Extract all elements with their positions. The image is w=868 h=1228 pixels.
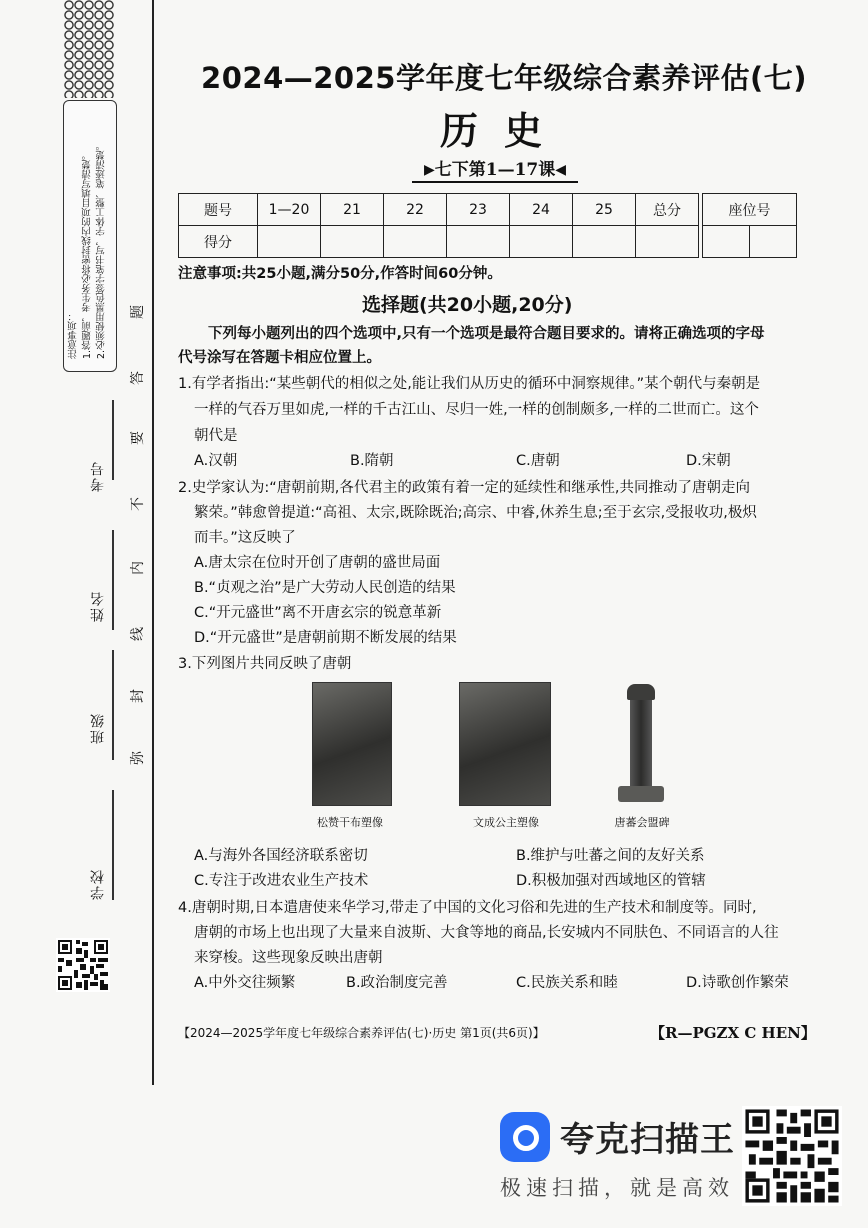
score-header-cell: 25 <box>573 194 636 226</box>
q3-option-c: C.专注于改进农业生产技术 <box>194 873 369 889</box>
q3-option-d: D.积极加强对西域地区的管辖 <box>516 873 706 889</box>
q4-stem-line2: 唐朝的市场上也出现了大量来自波斯、大食等地的商品,长安城内不同肤色、不同语言的人往 <box>194 925 779 941</box>
q2-stem-line3: 而丰。”这反映了 <box>194 530 296 546</box>
score-row-label: 得分 <box>179 226 258 258</box>
caption-songtsen-gampo: 松赞干布塑像 <box>317 816 383 829</box>
q1-stem-line2: 一样的气吞万里如虎,一样的千古江山、尽归一姓,一样的创制颇多,一样的二世而亡。这个 <box>194 402 759 418</box>
q1-stem-line1: 1.有学者指出:“某些朝代的相似之处,能让我们从历史的循环中洞察规律。”某个朝代与秦朝是 <box>178 376 761 392</box>
q1-option-c: C.唐朝 <box>516 453 560 469</box>
score-input-cell[interactable] <box>636 226 699 258</box>
score-header-cell: 1—20 <box>258 194 321 226</box>
lesson-scope-text: 七下第1—17课 <box>434 160 556 180</box>
binding-notice-line1: 1.答题前，考生务必将密封线内的项目填写清楚。 <box>82 150 93 359</box>
page-footer: 【2024—2025学年度七年级综合素养评估(七)·历史 第1页(共6页)】 <box>178 1026 545 1040</box>
q2-stem-line2: 繁荣。”韩愈曾提道:“高祖、太宗,既除既治;高宗、中睿,休养生息;至于玄宗,受报收功,极炽 <box>194 505 757 521</box>
field-class-line <box>112 650 114 760</box>
score-input-cell[interactable] <box>321 226 384 258</box>
q1-option-a: A.汉朝 <box>194 453 238 469</box>
q1-stem-line3: 朝代是 <box>194 428 238 444</box>
field-school-label: 学校 <box>90 868 106 900</box>
triangle-right-icon: ▶ <box>423 162 435 178</box>
scanner-app-logo-icon <box>500 1112 550 1162</box>
score-input-cell[interactable] <box>384 226 447 258</box>
q2-option-a: A.唐太宗在位时开创了唐朝的盛世局面 <box>194 555 441 571</box>
paper-code: 【R—PGZX C HEN】 <box>650 1024 816 1042</box>
q1-option-d: D.宋朝 <box>686 453 731 469</box>
seat-label: 座位号 <box>703 194 797 226</box>
section-instruction-line2: 代号涂写在答题卡相应位置上。 <box>178 350 381 366</box>
songtsen-gampo-statue-image <box>312 682 392 806</box>
score-header-cell: 题号 <box>179 194 258 226</box>
field-school-line <box>112 790 114 900</box>
score-header-cell: 23 <box>447 194 510 226</box>
score-header-cell: 22 <box>384 194 447 226</box>
q4-option-c: C.民族关系和睦 <box>516 975 618 991</box>
score-header-cell: 总分 <box>636 194 699 226</box>
field-exam-no-label: 考号 <box>90 460 106 492</box>
caption-princess-wencheng: 文成公主塑像 <box>473 816 539 829</box>
princess-wencheng-statue-image <box>459 682 551 806</box>
q2-option-d: D.“开元盛世”是唐朝前期不断发展的结果 <box>194 630 457 646</box>
binding-notice-line2: 2.必须使用黑色签字笔书写，字体工整、笔迹清楚。 <box>96 140 107 359</box>
subject-title: 历史 <box>439 108 568 153</box>
score-header-cell: 24 <box>510 194 573 226</box>
exam-title: 2024—2025学年度七年级综合素养评估(七) <box>201 61 807 95</box>
binding-notice-title: 注意事项： <box>68 311 79 359</box>
tang-tibet-alliance-stele-image <box>612 684 670 806</box>
score-header-cell: 21 <box>321 194 384 226</box>
lesson-scope <box>400 155 590 181</box>
scanner-app-slogan: 极速扫描，就是高效 <box>500 1176 734 1200</box>
seal-char: 线 <box>130 627 146 641</box>
triangle-left-icon: ◀ <box>555 162 567 178</box>
seal-char: 不 <box>130 497 146 511</box>
qr-code-icon <box>56 938 110 992</box>
lesson-scope-underline <box>412 181 578 183</box>
seal-char: 内 <box>130 561 146 575</box>
q2-option-c: C.“开元盛世”离不开唐玄宗的锐意革新 <box>194 605 442 621</box>
q2-option-b: B.“贞观之治”是广大劳动人民创造的结果 <box>194 580 456 596</box>
seal-char: 要 <box>130 431 146 445</box>
exam-notice: 注意事项:共25小题,满分50分,作答时间60分钟。 <box>178 266 502 282</box>
seat-input-cell[interactable] <box>750 226 797 258</box>
seat-table <box>702 193 797 258</box>
section-title: 选择题(共20小题,20分) <box>362 294 573 316</box>
seal-char: 封 <box>130 689 146 703</box>
seal-char: 题 <box>130 305 146 319</box>
binding-divider <box>152 0 154 1085</box>
caption-alliance-stele: 唐蕃会盟碑 <box>614 816 670 829</box>
q4-option-a: A.中外交往频繁 <box>194 975 296 991</box>
seal-char: 答 <box>130 371 146 385</box>
q1-option-b: B.隋朝 <box>350 453 394 469</box>
q2-stem-line1: 2.史学家认为:“唐朝前期,各代君主的政策有着一定的延续性和继承性,共同推动了唐朝走向 <box>178 480 750 496</box>
field-name-line <box>112 530 114 630</box>
scanner-app-name: 夸克扫描王 <box>560 1120 735 1160</box>
field-class-label: 班级 <box>90 712 106 744</box>
q3-option-a: A.与海外各国经济联系密切 <box>194 848 368 864</box>
score-table <box>178 193 699 258</box>
q4-stem-line1: 4.唐朝时期,日本遣唐使来华学习,带走了中国的文化习俗和先进的生产技术和制度等。同时, <box>178 900 757 916</box>
score-input-cell[interactable] <box>447 226 510 258</box>
field-name-label: 姓名 <box>90 590 106 622</box>
q4-option-d: D.诗歌创作繁荣 <box>686 975 789 991</box>
seat-input-cell[interactable] <box>703 226 750 258</box>
q4-option-b: B.政治制度完善 <box>346 975 448 991</box>
q3-stem: 3.下列图片共同反映了唐朝 <box>178 656 352 672</box>
q3-option-b: B.维护与吐蕃之间的友好关系 <box>516 848 705 864</box>
seal-char: 弥 <box>130 751 146 765</box>
q4-stem-line3: 来穿梭。这些现象反映出唐朝 <box>194 950 383 966</box>
field-exam-no-line <box>112 400 114 480</box>
score-input-cell[interactable] <box>258 226 321 258</box>
section-instruction-line1: 下列每小题列出的四个选项中,只有一个选项是最符合题目要求的。请将正确选项的字母 <box>208 326 765 342</box>
score-input-cell[interactable] <box>573 226 636 258</box>
score-input-cell[interactable] <box>510 226 573 258</box>
qr-code-icon <box>742 1106 842 1206</box>
